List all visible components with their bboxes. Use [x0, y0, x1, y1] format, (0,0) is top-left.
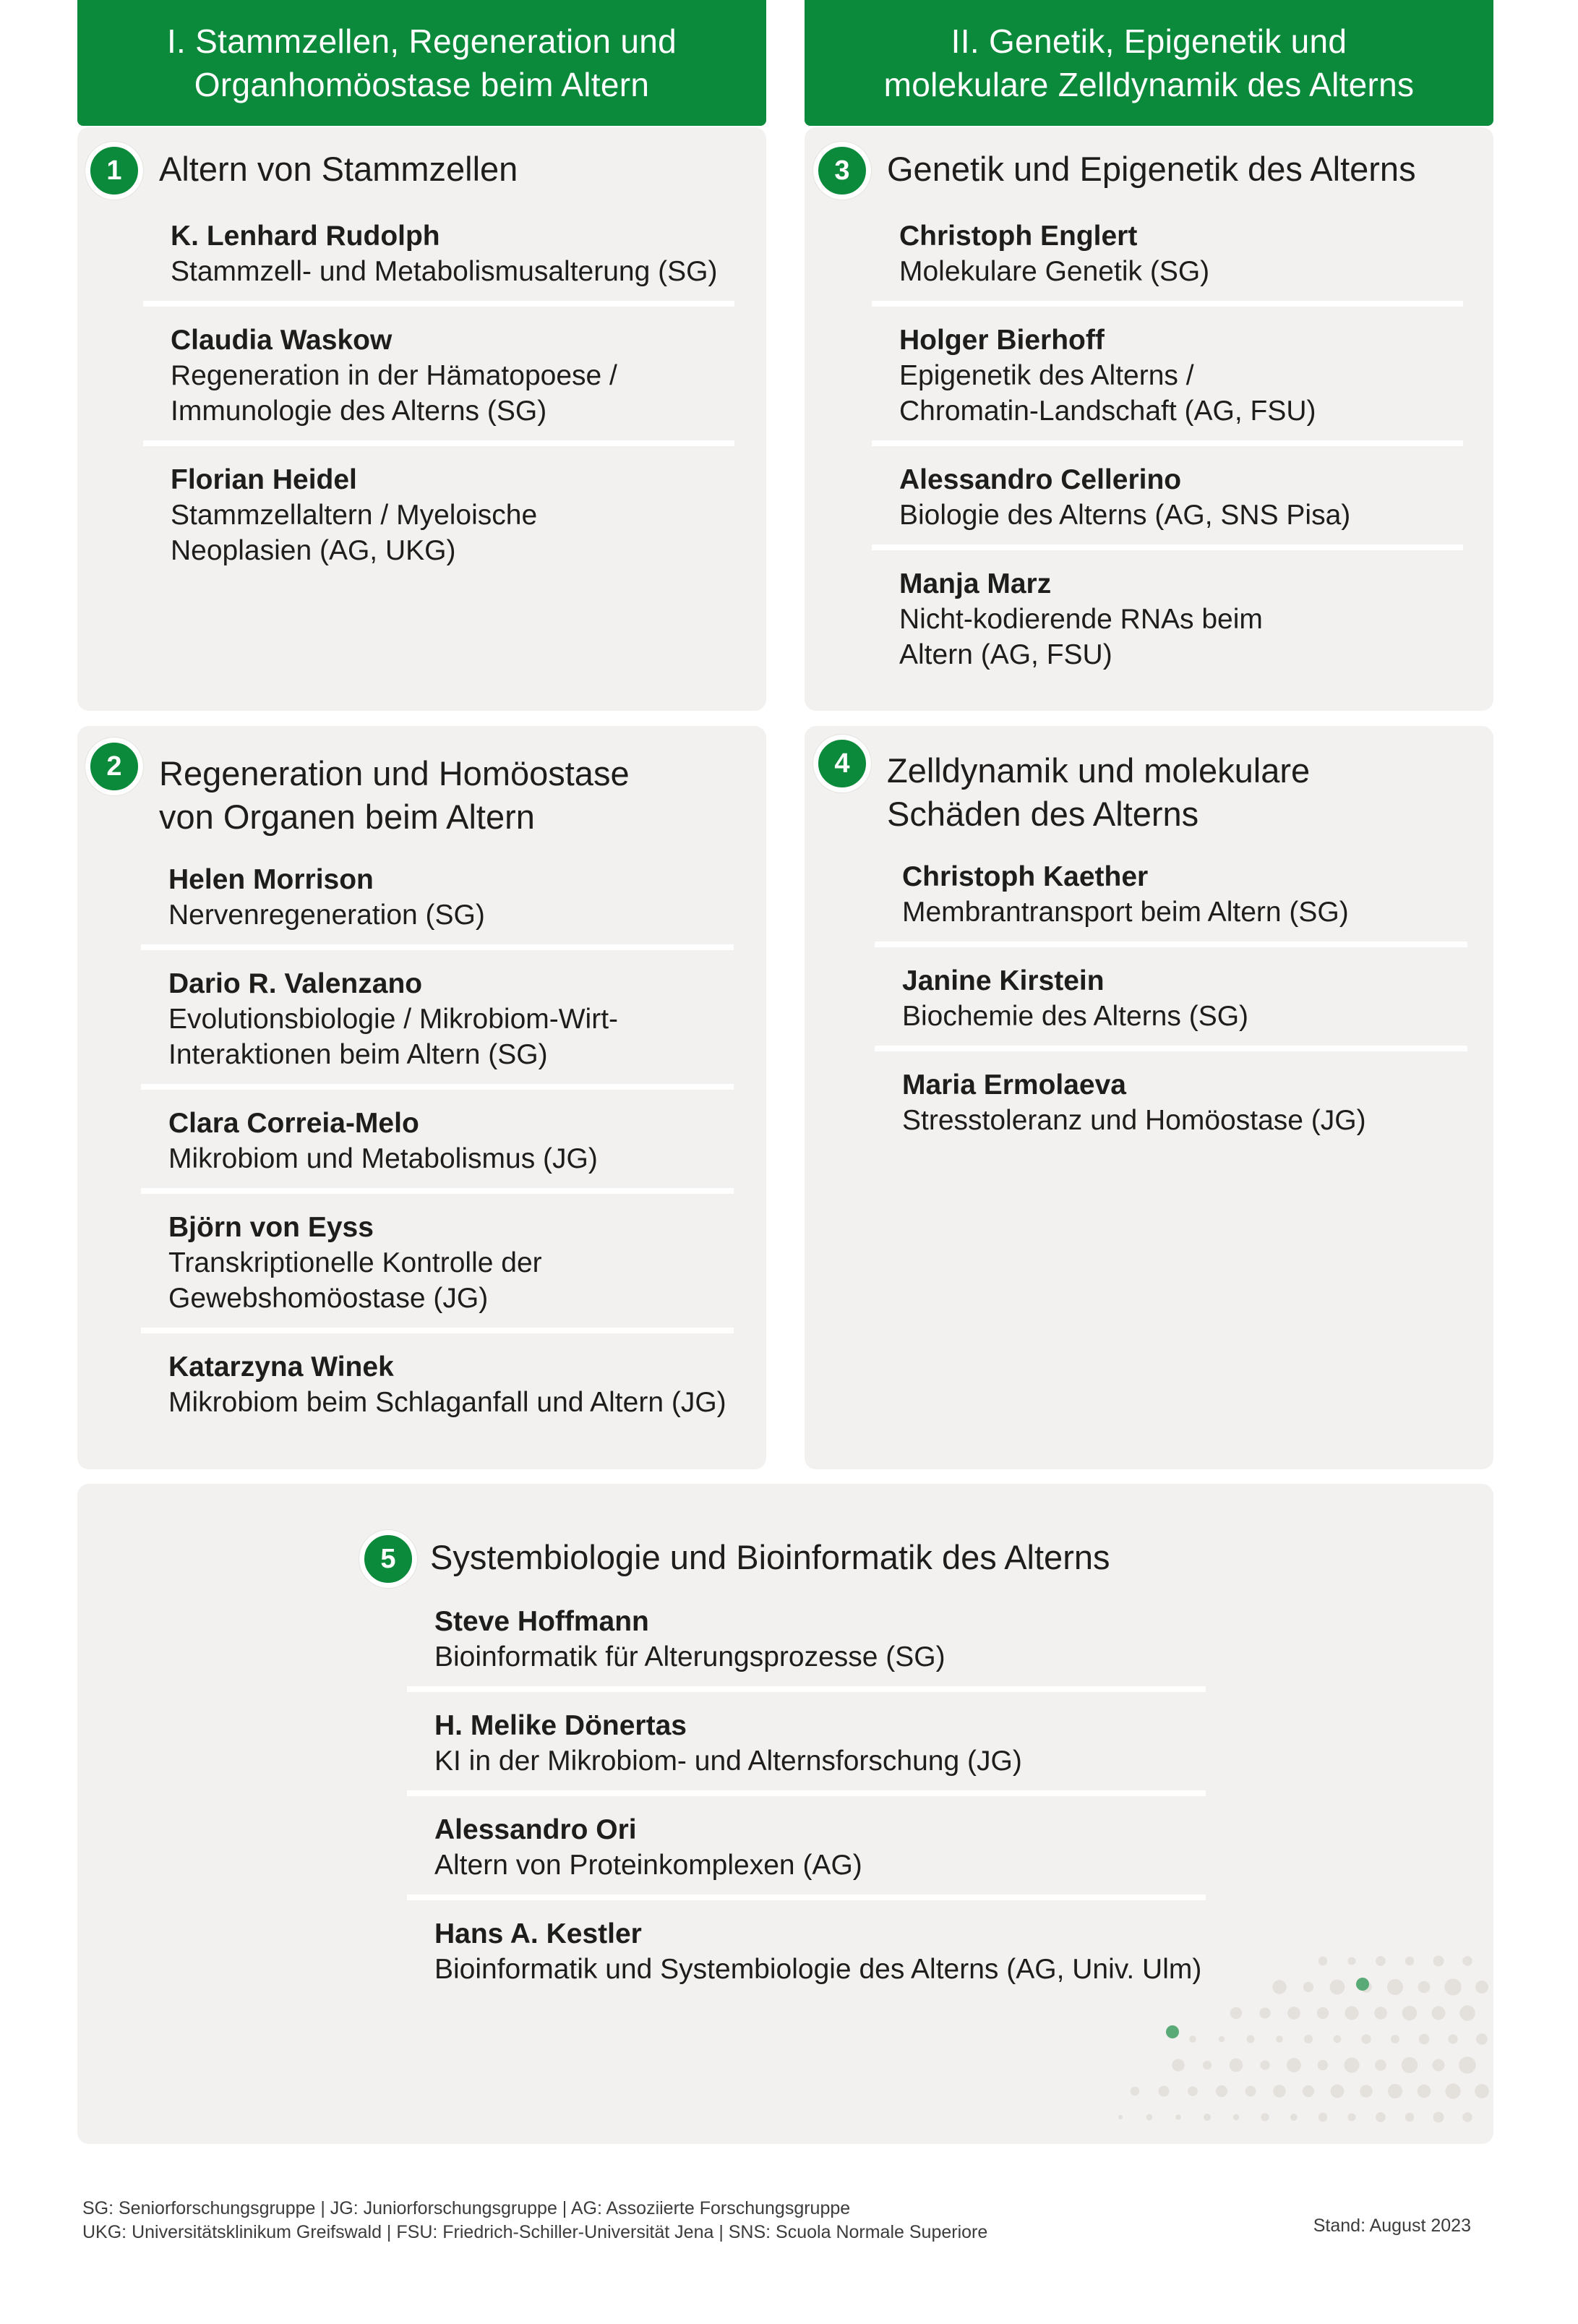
decorative-dot	[1219, 2036, 1225, 2042]
divider	[141, 944, 734, 950]
decorative-dot	[1344, 2057, 1359, 2072]
researcher-name: Holger Bierhoff	[899, 325, 1105, 356]
decorative-dot	[1230, 2059, 1243, 2072]
panel-3-title	[887, 148, 1416, 191]
research-topic-line: Immunologie des Alterns (SG)	[171, 396, 547, 427]
list-item	[407, 1604, 1206, 1675]
researcher-name: Janine Kirstein	[902, 965, 1105, 996]
panel-3-title-line: Genetik und Epigenetik des Alterns	[887, 150, 1416, 188]
decorative-dot	[1318, 1957, 1327, 1965]
panel-4-title-row	[813, 735, 1310, 836]
panel-2-title-line: Regeneration und Homöostase	[159, 754, 630, 793]
research-topic	[171, 358, 734, 429]
decorative-dot	[1433, 1956, 1444, 1967]
research-topic-line: Regeneration in der Hämatopoese /	[171, 360, 617, 391]
researcher-name: H. Melike Dönertas	[434, 1710, 687, 1741]
panel-1-number-badge: 1	[85, 142, 143, 200]
list-item	[143, 218, 734, 289]
research-topic	[434, 1639, 1206, 1675]
divider	[141, 1328, 734, 1333]
decorative-dot	[1448, 2034, 1457, 2043]
decorative-dot	[1272, 1980, 1287, 1994]
list-item	[141, 1106, 734, 1176]
column-header-1-line1: I. Stammzellen, Regeneration und	[166, 22, 677, 60]
decorative-dot	[1462, 2112, 1472, 2122]
decorative-dot	[1462, 1956, 1472, 1966]
list-item	[141, 862, 734, 933]
panel-3-entries	[872, 218, 1463, 672]
decorative-dot	[1287, 2007, 1300, 2020]
research-topic-line: Epigenetik des Alterns /	[899, 360, 1194, 391]
decorative-dot	[1318, 2060, 1328, 2070]
date-stamp: Stand: August 2023	[1313, 2216, 1471, 2236]
list-item	[143, 462, 734, 568]
list-item	[875, 1067, 1467, 1138]
decorative-dot	[1444, 1978, 1461, 1995]
panel-4-title	[887, 749, 1310, 836]
decorative-dot	[1158, 2085, 1169, 2096]
decorative-dot	[1433, 2112, 1444, 2123]
research-topic-line: Bioinformatik für Alterungsprozesse (SG)	[434, 1641, 945, 1672]
panel-4-entries	[875, 859, 1467, 1138]
decorative-dot	[1334, 2035, 1342, 2043]
decorative-dot	[1233, 2114, 1240, 2121]
decorative-dot	[1459, 2056, 1476, 2074]
decorative-dot	[1318, 2113, 1327, 2122]
decorative-dot	[1172, 2059, 1184, 2071]
decorative-dot	[1376, 2112, 1386, 2122]
decorative-dot	[1360, 2085, 1372, 2097]
research-topic-line: KI in der Mikrobiom- und Alternsforschung (JG)	[434, 1746, 1022, 1777]
research-topic-line: Interaktionen beim Altern (SG)	[168, 1039, 548, 1070]
decorative-dot	[1402, 2006, 1417, 2020]
decorative-dot	[1118, 2115, 1123, 2119]
researcher-name: Hans A. Kestler	[434, 1918, 642, 1949]
research-topic-line: Bioinformatik und Systembiologie des Alterns (AG, Univ. Ulm)	[434, 1954, 1202, 1985]
decorative-dot	[1204, 2114, 1211, 2121]
panel-4-title-line: Zelldynamik und molekulare	[887, 751, 1311, 790]
decorative-dot	[1418, 1981, 1431, 1994]
panel-4-number-badge: 4	[813, 735, 871, 793]
column-header-2	[805, 0, 1493, 126]
researcher-name: Christoph Englert	[899, 221, 1138, 252]
research-topic	[171, 254, 734, 289]
divider	[407, 1790, 1206, 1796]
research-topic-line: Nicht-kodierende RNAs beim	[899, 604, 1263, 635]
researcher-name: Dario R. Valenzano	[168, 968, 423, 999]
researcher-name: Florian Heidel	[171, 464, 357, 495]
researcher-name: Helen Morrison	[168, 864, 374, 895]
researcher-name: Claudia Waskow	[171, 325, 393, 356]
divider	[872, 440, 1463, 446]
researcher-name: Katarzyna Winek	[168, 1351, 394, 1383]
research-topic-line: Stammzell- und Metabolismusalterung (SG)	[171, 256, 718, 287]
list-item	[407, 1916, 1206, 1987]
decorative-dot	[1374, 2007, 1387, 2020]
researcher-name: Alessandro Ori	[434, 1814, 637, 1845]
researcher-name: Steve Hoffmann	[434, 1606, 649, 1637]
column-header-1	[77, 0, 766, 126]
researcher-name: Maria Ermolaeva	[902, 1069, 1127, 1101]
divider	[141, 1188, 734, 1194]
research-topic	[899, 602, 1463, 672]
panel-3-number-badge: 3	[813, 142, 871, 200]
decorative-dot	[1260, 2060, 1269, 2069]
list-item	[872, 462, 1463, 533]
divider	[875, 941, 1467, 947]
decorative-dot	[1387, 1979, 1403, 1995]
decorative-dot	[1418, 2085, 1431, 2098]
decorative-dot	[1375, 2059, 1386, 2071]
decorative-dot	[1303, 1982, 1313, 1992]
research-topic	[902, 999, 1467, 1034]
research-topic	[168, 1245, 734, 1316]
list-item	[141, 966, 734, 1072]
research-topic-line: Altern (AG, FSU)	[899, 639, 1112, 670]
panel-1-title-line: Altern von Stammzellen	[159, 150, 518, 188]
decorative-dot	[1388, 2084, 1402, 2098]
research-topic-line: Membrantransport beim Altern (SG)	[902, 897, 1349, 928]
decorative-dot	[1331, 2085, 1345, 2098]
panel-4-title-line: Schäden des Alterns	[887, 795, 1199, 833]
column-header-2-line1: II. Genetik, Epigenetik und	[951, 22, 1347, 60]
decorative-dot	[1347, 1957, 1355, 1965]
researcher-name: K. Lenhard Rudolph	[171, 221, 440, 252]
divider	[407, 1894, 1206, 1900]
panel-5-title-line: Systembiologie und Bioinformatik des Alterns	[430, 1538, 1110, 1576]
research-topic	[902, 1103, 1467, 1138]
divider	[141, 1084, 734, 1090]
research-topic-line: Chromatin-Landschaft (AG, FSU)	[899, 396, 1316, 427]
decorative-dot	[1261, 2113, 1269, 2121]
panel-5-entries	[407, 1604, 1206, 1987]
decorative-dot	[1131, 2087, 1139, 2096]
decorative-dot	[1304, 2035, 1313, 2043]
decorative-dot	[1146, 2114, 1153, 2121]
decorative-dot	[1330, 1980, 1345, 1995]
divider	[872, 301, 1463, 307]
decorative-dot	[1405, 2113, 1414, 2122]
decorative-dot	[1402, 2057, 1418, 2073]
decorative-dot	[1216, 2085, 1227, 2097]
researcher-name: Clara Correia-Melo	[168, 1108, 419, 1139]
list-item	[875, 963, 1467, 1034]
list-item	[141, 1349, 734, 1420]
divider	[875, 1046, 1467, 1051]
panel-2-entries	[141, 862, 734, 1420]
research-topic-line: Biologie des Alterns (AG, SNS Pisa)	[899, 500, 1351, 531]
decorative-dot	[1247, 2035, 1255, 2043]
decorative-dot	[1419, 2034, 1430, 2045]
research-topic	[899, 358, 1463, 429]
panel-2-title-line: von Organen beim Altern	[159, 798, 535, 836]
research-topic	[168, 1001, 734, 1072]
column-header-2-line2: molekulare Zelldynamik des Alterns	[883, 66, 1415, 103]
decorative-dot	[1175, 2114, 1180, 2119]
decorative-accent-dot	[1356, 1978, 1369, 1991]
panel-5-number-badge: 5	[359, 1530, 417, 1588]
divider	[872, 544, 1463, 550]
decorative-dot	[1376, 1956, 1386, 1966]
researcher-name: Björn von Eyss	[168, 1212, 374, 1243]
research-topic-line: Neoplasien (AG, UKG)	[171, 535, 456, 566]
research-topic	[168, 897, 734, 933]
list-item	[141, 1210, 734, 1316]
decorative-dot	[1459, 2005, 1475, 2021]
decorative-accent-dot	[1166, 2025, 1179, 2038]
decorative-dot	[1391, 2035, 1399, 2043]
decorative-dot	[1188, 2086, 1198, 2096]
list-item	[407, 1812, 1206, 1883]
research-topic-line: Altern von Proteinkomplexen (AG)	[434, 1850, 862, 1881]
research-topic-line: Transkriptionelle Kontrolle der	[168, 1247, 542, 1278]
decorative-dot	[1303, 2085, 1314, 2097]
research-topic-line: Biochemie des Alterns (SG)	[902, 1001, 1249, 1032]
decorative-dot	[1475, 1981, 1488, 1994]
decorative-dot	[1245, 2086, 1256, 2097]
decorative-dot	[1273, 2085, 1286, 2098]
list-item	[143, 322, 734, 429]
decorative-dot	[1230, 2007, 1243, 2020]
abbreviation-legend-line1: SG: Seniorforschungsgruppe | JG: Juniorforschungsgruppe | AG: Assoziierte Forschungsgruppe	[82, 2198, 851, 2218]
research-topic-line: Evolutionsbiologie / Mikrobiom-Wirt-	[168, 1004, 619, 1035]
research-topic	[168, 1385, 734, 1420]
panel-2-number-badge: 2	[85, 738, 143, 795]
research-topic-line: Molekulare Genetik (SG)	[899, 256, 1210, 287]
list-item	[872, 322, 1463, 429]
research-topic	[434, 1952, 1206, 1987]
researcher-name: Alessandro Cellerino	[899, 464, 1182, 495]
list-item	[872, 218, 1463, 289]
research-topic-line: Stresstoleranz und Homöostase (JG)	[902, 1105, 1366, 1136]
list-item	[875, 859, 1467, 930]
decorative-dot	[1345, 2006, 1358, 2020]
list-item	[872, 566, 1463, 672]
decorative-dot	[1317, 2007, 1329, 2019]
decorative-dot	[1189, 2035, 1196, 2043]
research-topic-line: Mikrobiom beim Schlaganfall und Altern (JG)	[168, 1387, 726, 1418]
panel-1-title	[159, 148, 518, 191]
abbreviation-legend	[82, 2197, 987, 2244]
research-topic-line: Nervenregeneration (SG)	[168, 900, 485, 931]
research-topic	[171, 497, 734, 568]
panel-2-title	[159, 752, 630, 839]
panel-3-title-row	[813, 142, 1416, 200]
decorative-dot	[1347, 2113, 1355, 2121]
decorative-dot	[1405, 1957, 1414, 1965]
divider	[143, 301, 734, 307]
research-topic	[899, 497, 1463, 533]
decorative-dot	[1290, 2114, 1298, 2121]
decorative-dot	[1475, 2084, 1489, 2098]
decorative-dot	[1433, 2059, 1445, 2072]
researcher-name: Christoph Kaether	[902, 861, 1149, 892]
researcher-name: Manja Marz	[899, 568, 1052, 599]
divider	[407, 1686, 1206, 1692]
decorative-dot	[1361, 2034, 1371, 2043]
decorative-dot	[1432, 2007, 1446, 2020]
decorative-dot	[1445, 2083, 1460, 2098]
research-topic	[434, 1847, 1206, 1883]
research-topic-line: Stammzellaltern / Myeloische	[171, 500, 538, 531]
decorative-dot	[1259, 2007, 1270, 2018]
abbreviation-legend-line2: UKG: Universitätsklinikum Greifswald | FSU: Friedrich-Schiller-Universität Jena | SNS: Scuola Normale Superiore	[82, 2222, 988, 2242]
research-topic-line: Mikrobiom und Metabolismus (JG)	[168, 1143, 598, 1174]
research-topic	[899, 254, 1463, 289]
research-topic	[902, 894, 1467, 930]
panel-5-title-row	[359, 1530, 1110, 1588]
column-header-1-line2: Organhomöostase beim Altern	[194, 66, 650, 103]
panel-1-entries	[143, 218, 734, 568]
panel-1-title-row	[85, 142, 518, 200]
divider	[143, 440, 734, 446]
list-item	[407, 1708, 1206, 1779]
decorative-dot	[1203, 2061, 1212, 2069]
research-topic-line: Gewebshomöostase (JG)	[168, 1283, 489, 1314]
panel-2-title-row	[85, 738, 630, 839]
decorative-dot	[1276, 2035, 1283, 2043]
research-topic	[168, 1141, 734, 1176]
research-topic	[434, 1743, 1206, 1779]
panel-5-title	[430, 1536, 1110, 1579]
decorative-dot	[1287, 2058, 1301, 2072]
decorative-dot	[1476, 2033, 1488, 2045]
